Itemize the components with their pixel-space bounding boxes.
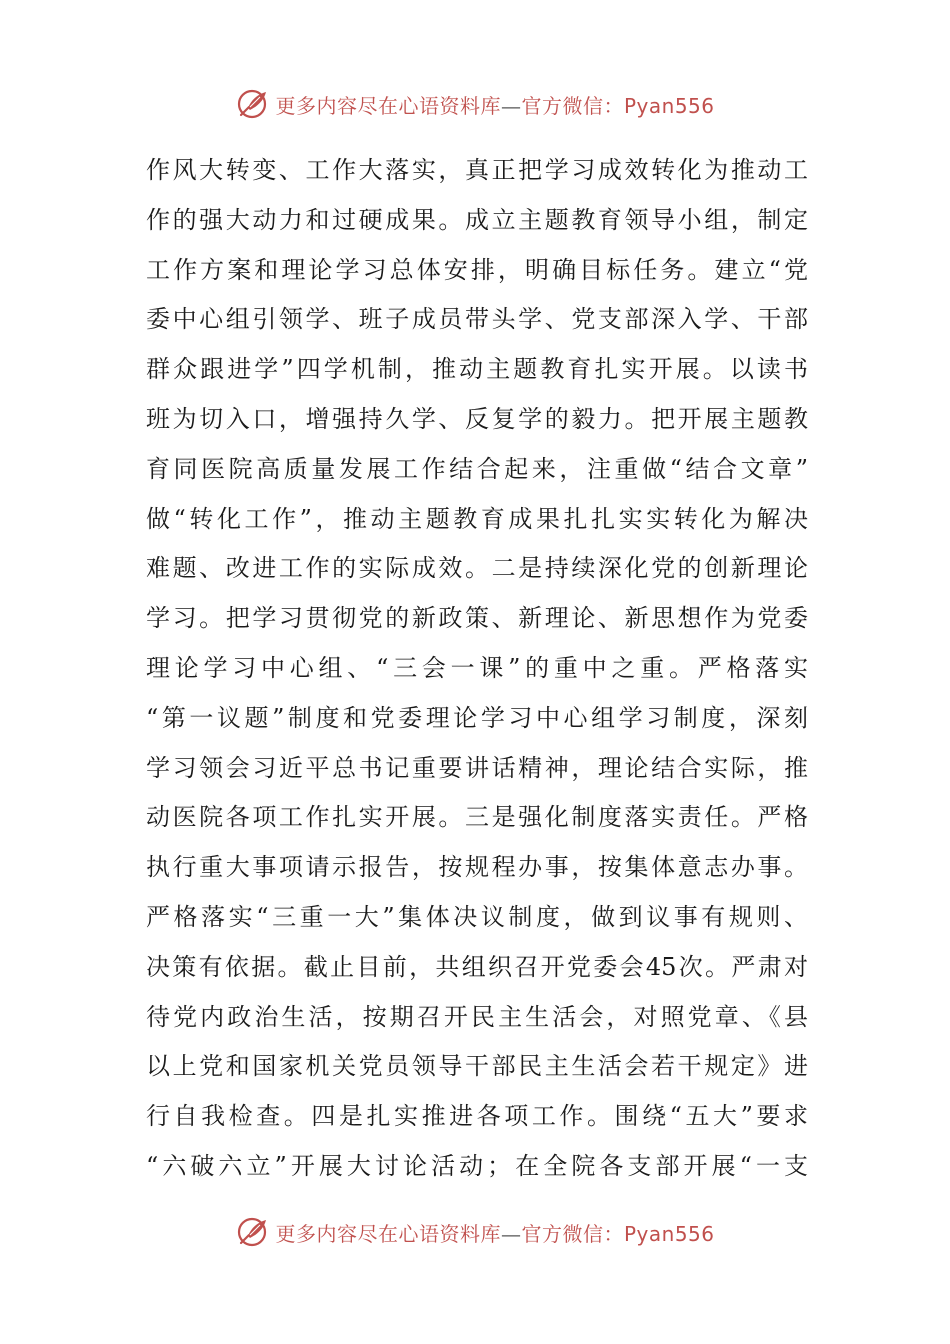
text-line: 决策有依据。截止目前，共组织召开党委会45次。严肃对 xyxy=(146,952,808,981)
text-line: “六破六立”开展大讨论活动；在全院各支部开展“一支 xyxy=(146,1151,808,1180)
text-line: 以上党和国家机关党员领导干部民主生活会若干规定》进 xyxy=(146,1052,808,1081)
text-line: 群众跟进学”四学机制，推动主题教育扎实开展。以读书 xyxy=(146,355,808,384)
quill-logo-icon xyxy=(235,1215,269,1249)
header-watermark xyxy=(0,84,950,124)
text-line: 学习领会习近平总书记重要讲话精神，理论结合实际，推 xyxy=(146,753,808,782)
quill-logo-icon xyxy=(235,87,269,121)
text-line: 作风大转变、工作大落实，真正把学习成效转化为推动工 xyxy=(146,156,808,184)
text-line: 育同医院高质量发展工作结合起来，注重做“结合文章” xyxy=(146,454,808,483)
text-line: 作的强大动力和过硬成果。成立主题教育领导小组，制定 xyxy=(146,205,808,234)
text-line: 委中心组引领学、班子成员带头学、党支部深入学、干部 xyxy=(146,305,808,334)
document-body xyxy=(146,146,808,1192)
text-line: 做“转化工作”，推动主题教育成果扎扎实实转化为解决 xyxy=(146,504,808,533)
watermark-text: 更多内容尽在心语资料库—官方微信：Pyan556 xyxy=(275,1221,715,1246)
text-line: 学习。把学习贯彻党的新政策、新理论、新思想作为党委 xyxy=(146,604,808,633)
footer-watermark xyxy=(0,1212,950,1252)
text-line: 理论学习中心组、“三会一课”的重中之重。严格落实 xyxy=(146,653,808,682)
text-line: “第一议题”制度和党委理论学习中心组学习制度，深刻 xyxy=(146,703,808,732)
text-line: 难题、改进工作的实际成效。二是持续深化党的创新理论 xyxy=(146,554,808,583)
text-line: 行自我检查。四是扎实推进各项工作。围绕“五大”要求 xyxy=(146,1102,808,1131)
text-line: 执行重大事项请示报告，按规程办事，按集体意志办事。 xyxy=(146,853,808,882)
text-line: 严格落实“三重一大”集体决议制度，做到议事有规则、 xyxy=(146,902,808,931)
text-line: 工作方案和理论学习总体安排，明确目标任务。建立“党 xyxy=(146,255,808,284)
watermark-text: 更多内容尽在心语资料库—官方微信：Pyan556 xyxy=(275,93,715,118)
text-line: 待党内政治生活，按期召开民主生活会，对照党章、《县 xyxy=(146,1002,808,1031)
text-line: 班为切入口，增强持久学、反复学的毅力。把开展主题教 xyxy=(146,404,808,433)
text-line: 动医院各项工作扎实开展。三是强化制度落实责任。严格 xyxy=(146,803,808,832)
